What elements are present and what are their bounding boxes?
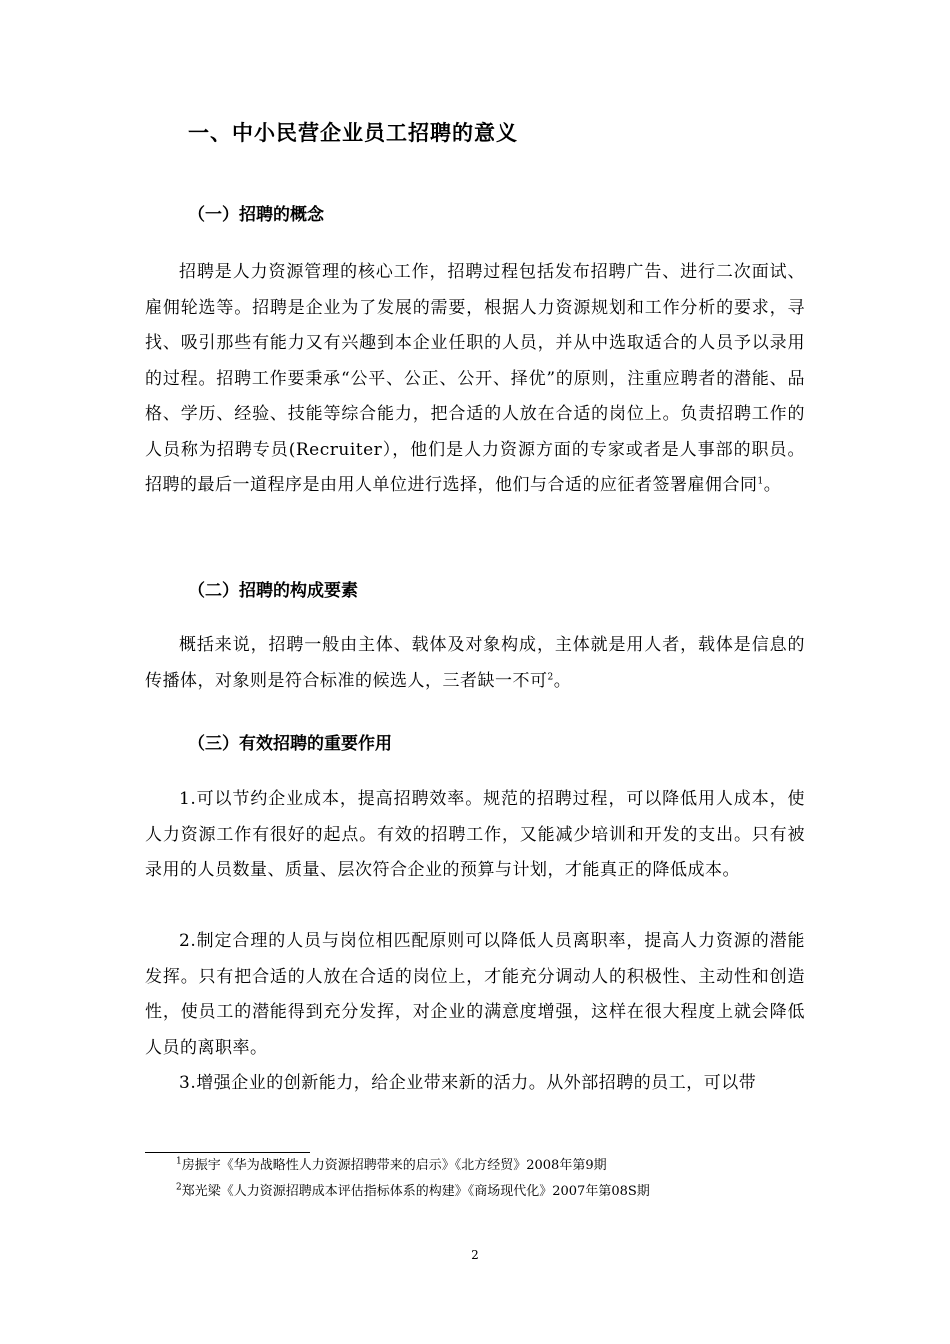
footnote-ref-2[interactable]: 2 [547, 671, 554, 682]
main-heading: 一、中小民营企业员工招聘的意义 [188, 121, 518, 145]
footnote-mark: 2 [176, 1182, 182, 1193]
page-number: 2 [471, 1248, 479, 1262]
paragraph-text: 招聘是人力资源管理的核心工作，招聘过程包括发布招聘广告、进行二次面试、雇佣轮选等。招聘是企业为了发展的需要，根据人力资源规划和工作分析的要求，寻找、吸引那些有能力又有兴趣到本企业任职的人员，并从中选取适合的人员予以录用的过程。招聘工作要秉承“公平、公正、公开、择优”的原则，注重应聘者的潜能、品格、学历、经验、技能等综合能力，把合适的人放在合适的岗位上。负责招聘工作的人员称为招聘专员(Recruiter），他们是人力资源方面的专家或者是人事部的职员。招聘的最后一道程序是由用人单位进行选择，他们与合适的应征者签署雇佣合同 [145, 262, 805, 495]
paragraph-point-2: 2.制定合理的人员与岗位相匹配原则可以降低人员离职率，提高人力资源的潜能发挥。只有把合适的人放在合适的岗位上，才能充分调动人的积极性、主动性和创造性，使员工的潜能得到充分发挥，对企业的满意度增强，这样在很大程度上就会降低人员的离职率。 [145, 931, 805, 1058]
footnote-ref-1[interactable]: 1 [757, 476, 764, 487]
section-heading-concept: （一）招聘的概念 [188, 205, 324, 225]
paragraph-concept [145, 255, 805, 504]
paragraph-elements [145, 628, 805, 699]
footnote-separator [145, 1152, 310, 1153]
paragraph-tail: 。 [763, 475, 782, 495]
footnote-text: 郑光梁《人力资源招聘成本评估指标体系的构建》《商场现代化》2007年第08S期 [181, 1184, 650, 1199]
paragraph-text: 概括来说，招聘一般由主体、载体及对象构成，主体就是用人者，载体是信息的传播体，对象则是符合标准的候选人，三者缺一不可 [145, 635, 805, 691]
paragraph-tail: 。 [553, 670, 572, 691]
section-heading-importance: （三）有效招聘的重要作用 [188, 734, 392, 754]
section-heading-elements: （二）招聘的构成要素 [188, 581, 358, 601]
footnote-1 [176, 1157, 607, 1175]
footnote-text: 房振宇《华为战略性人力资源招聘带来的启示》《北方经贸》2008年第9期 [181, 1158, 607, 1173]
paragraph-point-3: 3.增强企业的创新能力，给企业带来新的活力。从外部招聘的员工，可以带 [179, 1073, 757, 1093]
footnote-2 [176, 1183, 650, 1201]
paragraph-point-1: 1.可以节约企业成本，提高招聘效率。规范的招聘过程，可以降低用人成本，使人力资源工作有很好的起点。有效的招聘工作，又能减少培训和开发的支出。只有被录用的人员数量、质量、层次符合企业的预算与计划，才能真正的降低成本。 [145, 789, 805, 880]
footnote-mark: 1 [176, 1156, 182, 1167]
